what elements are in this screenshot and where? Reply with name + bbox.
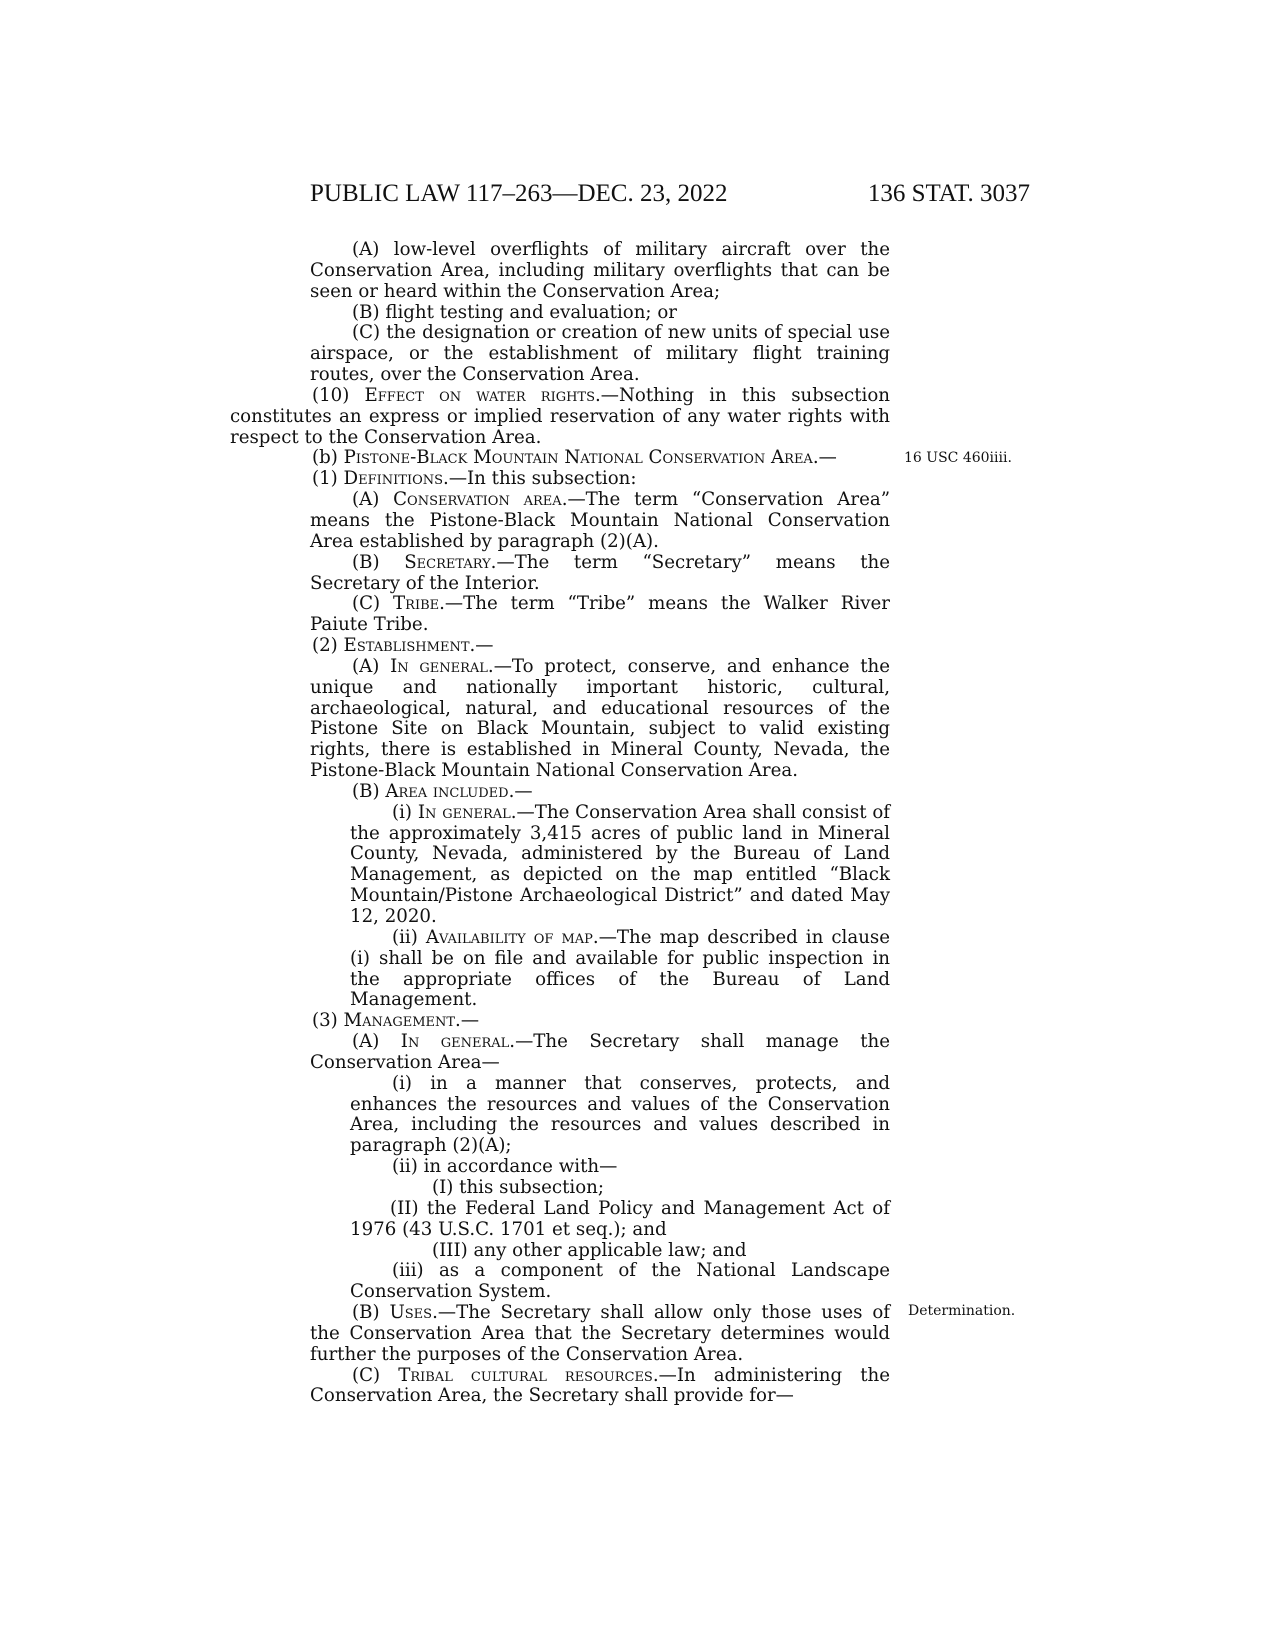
para-b3AiiIII: (III) any other applicable law; and [432,1239,747,1261]
para-heading: In general. [390,655,494,677]
para-b3 [230,1011,890,1032]
para-number: (3) [312,1010,344,1032]
para-b3C [310,1366,890,1408]
page-header [310,180,1030,220]
para-number: (ii) [392,926,426,948]
para-number: (10) [312,384,365,406]
margin-note-determination: Determination. [908,1303,1016,1319]
para-text: —To protect, conserve, and enhance the unique and nationally important historic, cultural, archaeological, natural, and educational resources of the Pistone Site on Black Mountain, subject to valid existing rights, there is established in Mineral County, Nevada, the Pistone-Black Mountain National Conservation Area. [310,655,890,782]
para-b3Ai: (i) in a manner that conserves, protects, and enhances the resources and values of the Conservation Area, including the resources and values described in paragraph (2)(A); [350,1072,890,1157]
para-text: —The term “Secretary” means the Secretary of the Interior. [310,551,891,594]
para-number: (i) [392,801,418,823]
para-heading: Definitions. [343,468,449,490]
para-b1C [310,594,890,636]
para-dash: — [514,780,533,802]
para-b3B [310,1303,890,1366]
para-number: (B) [352,1302,390,1324]
para-heading: In general. [400,1031,516,1053]
para-heading: Establishment. [343,635,476,657]
para-b3Aiii: (iii) as a component of the National Landscape Conservation System. [350,1260,890,1303]
para-heading: Uses. [389,1302,438,1324]
para-dash: — [818,447,837,469]
para-number: (1) [312,468,344,490]
para-b2B [310,782,890,803]
para-b2 [230,636,890,657]
para-text: —The Secretary shall manage the Conservation Area— [310,1031,890,1073]
para-a9A: (A) low-level overflights of military aircraft over the Conservation Area, including military overflights that can be seen or heard within the Conservation Area; [310,239,890,302]
para-text: —Nothing in this subsection constitutes an express or implied reservation of any water rights with respect to the Conservation Area. [230,384,890,448]
para-heading: Tribal cultural resources. [398,1364,659,1386]
para-text: —The term “Conservation Area” means the Pistone-Black Mountain National Conservation Area established by paragraph (2)(A). [310,489,891,552]
para-number: (2) [312,635,344,657]
para-text: —In this subsection: [448,468,637,490]
para-b3AiiII: (II) the Federal Land Policy and Management Act of 1976 (43 U.S.C. 1701 et seq.); and [350,1197,890,1240]
document-body [230,240,890,1407]
para-a9B: (B) flight testing and evaluation; or [352,301,677,323]
para-b1B [310,553,890,595]
para-number: (B) [352,780,386,802]
para-text: —The Conservation Area shall consist of the approximately 3,415 acres of public land in Mineral County, Nevada, administered by the Bureau of Land Management, as depicted on the map entitled “Black Mountain/Pistone Archaeological District” and dated May 12, 2020. [350,801,890,927]
para-heading: Tribe. [393,593,445,615]
para-number: (B) [352,551,405,573]
header-public-law: PUBLIC LAW 117–263—DEC. 23, 2022 [310,180,728,207]
para-b1A [310,490,890,553]
para-text: —The Secretary shall allow only those uses of the Conservation Area that the Secretary determines would further the purposes of the Conservation Area. [310,1302,891,1365]
para-a9C: (C) the designation or creation of new units of special use airspace, or the establishment of military flight training routes, over the Conservation Area. [310,322,890,386]
para-b2A [310,657,890,782]
para-text: —In administering the Conservation Area, the Secretary shall provide for— [310,1364,891,1407]
margin-note-citation: 16 USC 460iiii. [904,450,1012,466]
para-number: (A) [352,655,391,677]
para-heading: Management. [343,1010,461,1032]
para-number: (C) [352,1364,399,1386]
para-number: (b) [312,447,344,469]
header-statute-page: 136 STAT. 3037 [867,180,1030,207]
para-b2Bi [350,803,890,928]
para-b3AiiI: (I) this subsection; [432,1176,604,1198]
para-text: —The map described in clause (i) shall be on file and available for public inspection in the appropriate offices of the Bureau of Land Management. [350,926,891,1011]
para-heading: Conservation area. [393,489,568,511]
para-b3Aii: (ii) in accordance with— [392,1156,618,1178]
para-heading: Availability of map. [425,926,599,948]
para-heading: In general. [417,801,517,823]
para-number: (A) [352,489,394,511]
para-text: —The term “Tribe” means the Walker River Paiute Tribe. [310,593,891,636]
para-b3A [310,1032,890,1074]
para-a10 [230,386,890,449]
para-number: (A) [352,1031,401,1053]
para-b2Bii [350,928,890,1011]
para-b1 [230,469,890,490]
para-dash: — [475,635,494,657]
para-heading: Secretary. [404,551,497,573]
para-number: (C) [352,593,394,615]
subsection-heading: Pistone-Black Mountain National Conservation Area. [343,447,819,469]
para-b-heading [230,448,890,469]
para-heading: Effect on water rights. [364,384,601,406]
para-heading: Area included. [385,780,515,802]
para-dash: — [460,1010,480,1032]
